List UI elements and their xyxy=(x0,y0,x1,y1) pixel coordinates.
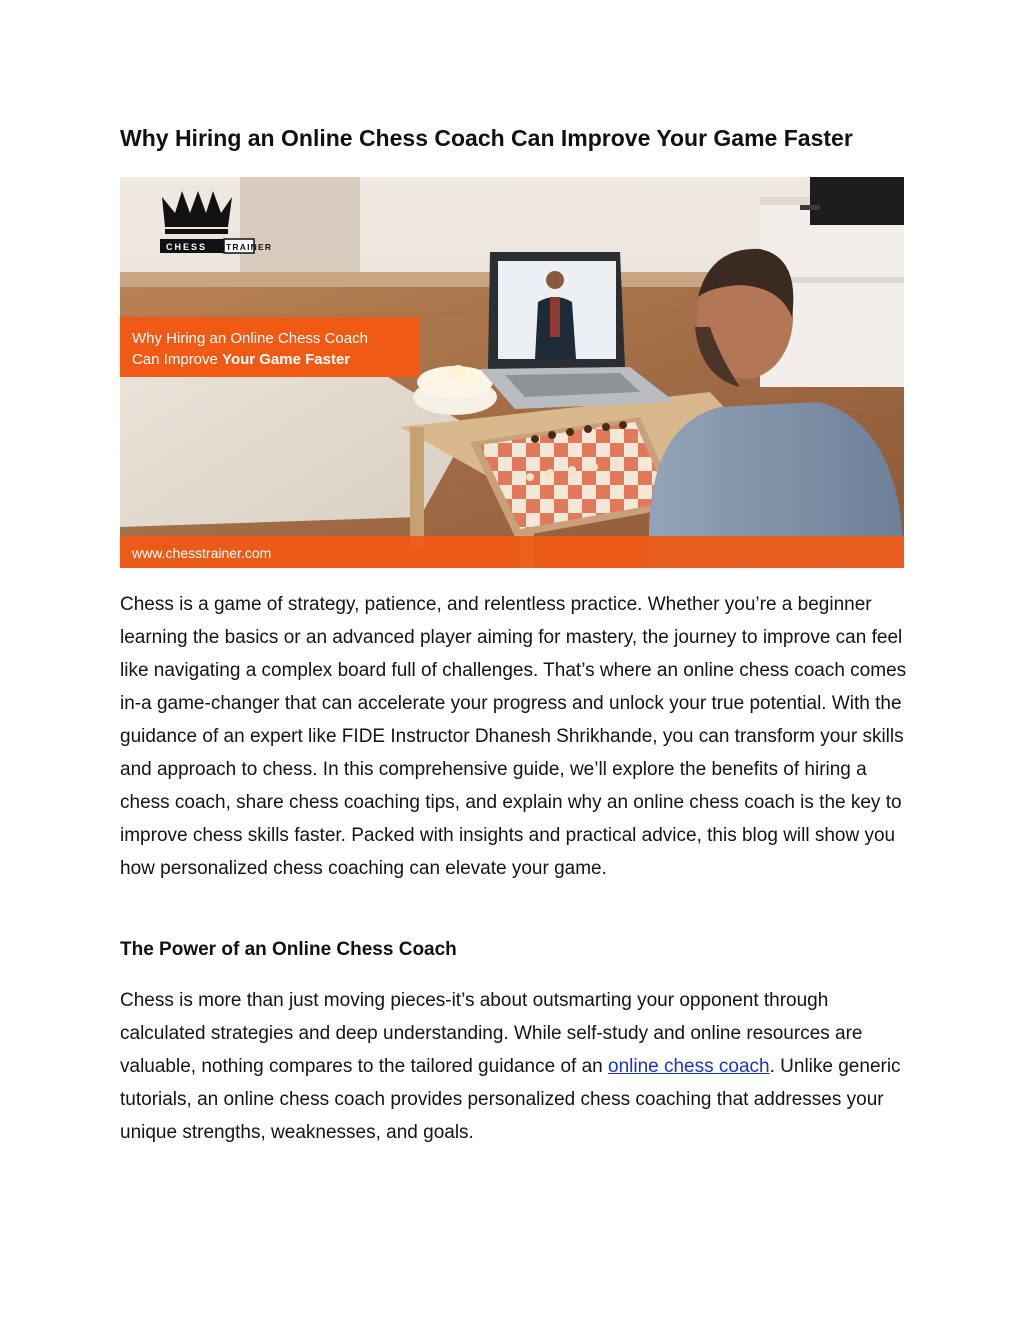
section-paragraph-text-2: . Unlike generic tutorials, an online chess coach provides personalized chess coaching that addresses your unique strengths, weaknesses, and goals. xyxy=(120,1056,901,1143)
logo-brand-left: CHESS xyxy=(166,242,208,252)
logo-brand-right: TRAINER xyxy=(226,242,273,252)
section-paragraph-text-1: Chess is more than just moving pieces-it’s about outsmarting your opponent through calculated strategies and deep understanding. While self-study and online resources are valuable, nothing compares to the tailored guidance of an xyxy=(120,990,863,1077)
hero-banner-line2: Can Improve Your Game Faster xyxy=(132,351,351,368)
hero-banner-line1: Why Hiring an Online Chess Coach xyxy=(132,330,368,347)
page-title: Why Hiring an Online Chess Coach Can Improve Your Game Faster xyxy=(120,125,853,151)
hero-banner xyxy=(120,317,420,377)
section-paragraph xyxy=(120,984,910,1149)
hero-website-url: www.chesstrainer.com xyxy=(132,545,272,561)
hero-image xyxy=(120,177,904,568)
online-chess-coach-link[interactable]: online chess coach xyxy=(608,1056,770,1077)
intro-paragraph: Chess is a game of strategy, patience, and relentless practice. Whether you’re a beginner learning the basics or an advanced player aiming for mastery, the journey to improve can feel like navigating a complex board full of challenges. That’s where an online chess coach comes in-a game-changer that can accelerate your progress and unlock your true potential. With the guidance of an expert like FIDE Instructor Dhanesh Shrikhande, you can transform your skills and approach to chess. In this comprehensive guide, we’ll explore the benefits of hiring a chess coach, share chess coaching tips, and explain why an online chess coach is the key to improve chess skills faster. Packed with insights and practical advice, this blog will show you how personalized chess coaching can elevate your game. xyxy=(120,594,907,879)
section-heading: The Power of an Online Chess Coach xyxy=(120,939,457,960)
